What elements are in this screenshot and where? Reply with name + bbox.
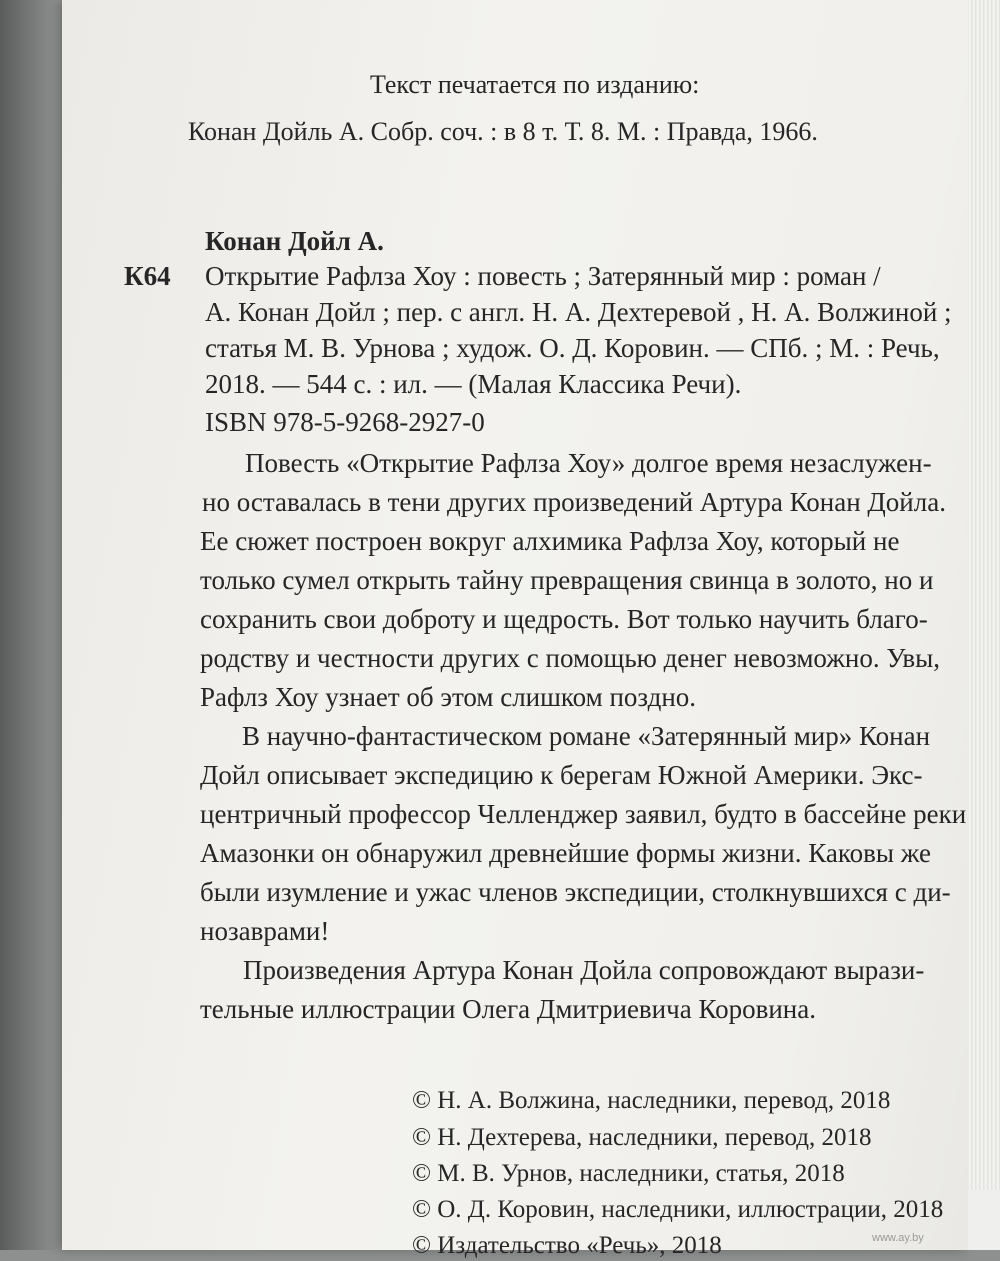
annotation-line: Амазонки он обнаружил древнейшие формы жизни. Каковы же — [200, 838, 932, 868]
isbn: ISBN 978-5-9268-2927-0 — [205, 407, 485, 437]
copyright-line: © Н. А. Волжина, наследники, перевод, 2018 — [412, 1087, 891, 1114]
copyright-line: © О. Д. Коровин, наследники, иллюстрации, 2018 — [412, 1196, 944, 1223]
left-page-shadow — [0, 0, 70, 1250]
annotation-line: Ее сюжет построен вокруг алхимика Рафлза Хоу, который не — [200, 526, 900, 556]
copyright-line: © Издательство «Речь», 2018 — [412, 1232, 722, 1259]
source-note-line-2: Конан Дойль А. Собр. соч. : в 8 т. Т. 8. М. : Правда, 1966. — [188, 117, 818, 146]
annotation-line: В научно-фантастическом романе «Затерянный мир» Конан — [242, 721, 931, 751]
catalog-entry-line: статья М. В. Урнова ; худож. О. Д. Коровин. — СПб. ; М. : Речь, — [205, 333, 940, 363]
annotation-line: Произведения Артура Конан Дойла сопровождают вырази- — [243, 955, 925, 985]
site-watermark: www.ay.by — [872, 1232, 924, 1244]
catalog-entry-line: Открытие Рафлза Хоу : повесть ; Затерянный мир : роман / — [205, 261, 881, 291]
annotation-line: но оставалась в тени других произведений Артура Конан Дойла. — [202, 487, 946, 517]
annotation-line: Рафлз Хоу узнает об этом слишком поздно. — [200, 682, 697, 712]
catalog-code: К64 — [124, 261, 171, 291]
source-note-line-1: Текст печатается по изданию: — [370, 70, 700, 99]
annotation-line: нозаврами! — [200, 916, 330, 946]
annotation-line: центричный профессор Челленджер заявил, будто в бассейне реки — [200, 799, 967, 829]
annotation-line: были изумление и ужас членов экспедиции, столкнувшихся с ди- — [200, 877, 951, 907]
catalog-author: Конан Дойл А. — [205, 226, 384, 256]
copyright-line: © М. В. Урнов, наследники, статья, 2018 — [412, 1160, 845, 1187]
annotation-line: Повесть «Открытие Рафлза Хоу» долгое время незаслужен- — [245, 448, 932, 478]
annotation-line: Дойл описывает экспедицию к берегам Южной Америки. Экс- — [200, 760, 923, 790]
catalog-entry-line: А. Конан Дойл ; пер. с англ. Н. А. Дехтеревой , Н. А. Волжиной ; — [205, 297, 952, 327]
catalog-entry-line: 2018. — 544 с. : ил. — (Малая Классика Речи). — [205, 369, 742, 399]
page-stack-edge — [968, 0, 1000, 1250]
annotation-line: тельные иллюстрации Олега Дмитриевича Коровина. — [200, 994, 816, 1024]
page-stack-edge-bottom — [968, 1190, 1000, 1250]
annotation-line: родству и честности других с помощью денег невозможно. Увы, — [200, 643, 941, 673]
annotation-line: только сумел открыть тайну превращения свинца в золото, но и — [200, 565, 934, 595]
copyright-line: © Н. Дехтерева, наследники, перевод, 2018 — [412, 1124, 872, 1151]
annotation-line: сохранить свои доброту и щедрость. Вот только научить благо- — [200, 604, 928, 634]
